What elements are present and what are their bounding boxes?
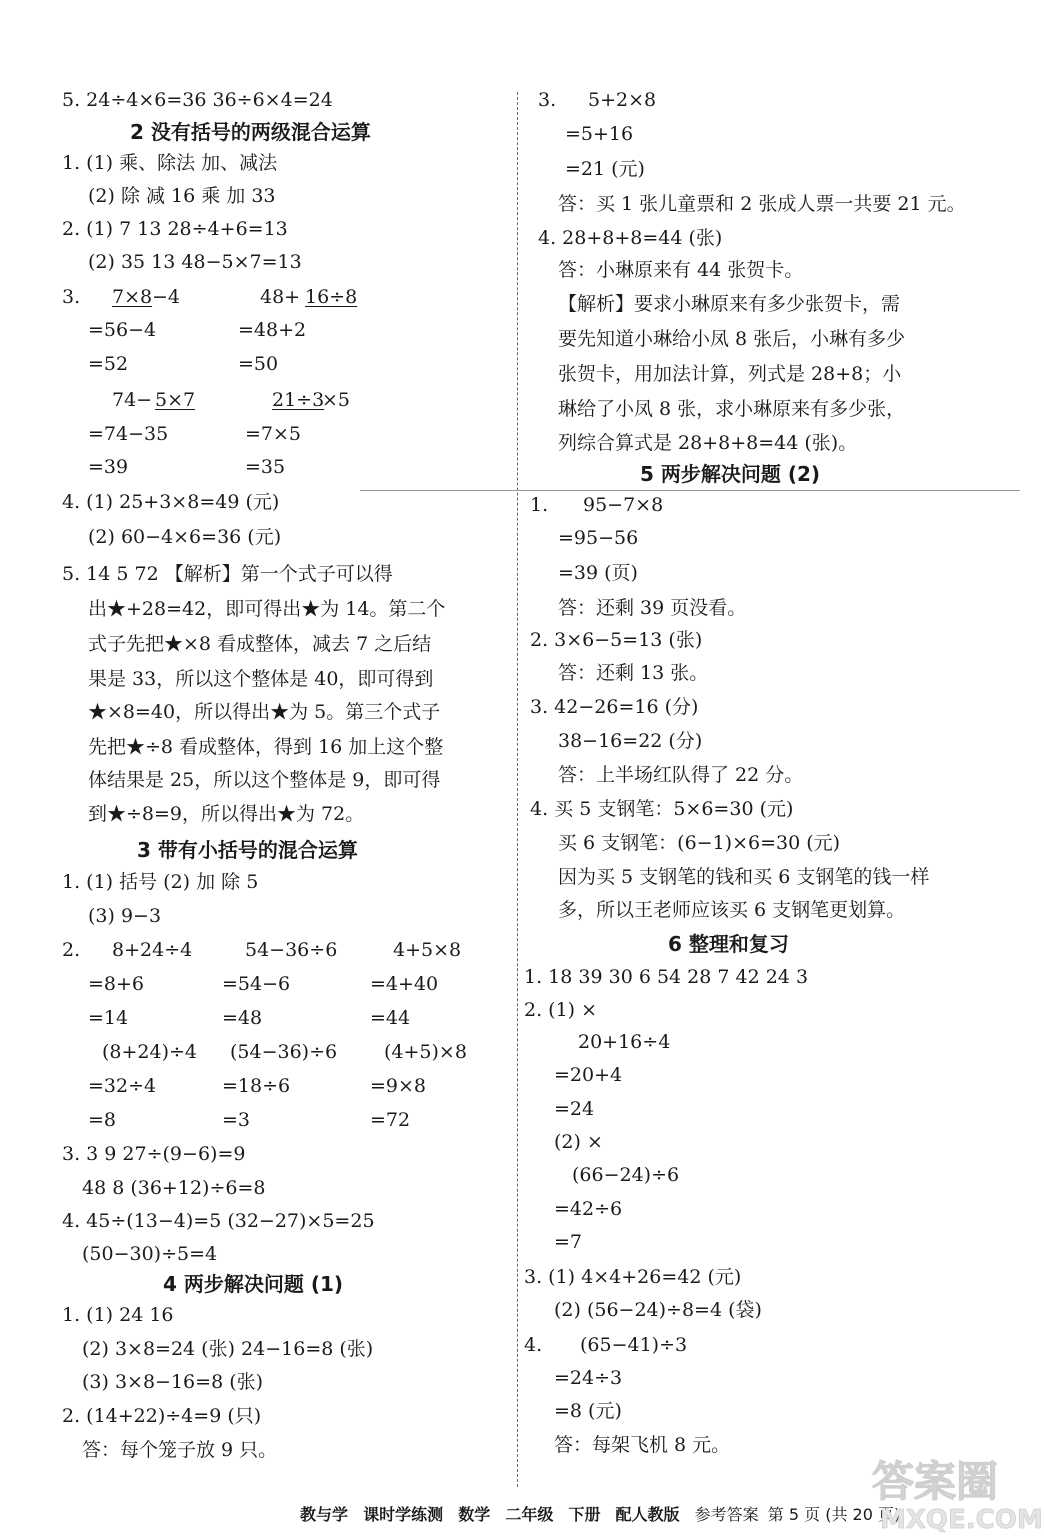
answer-line: =5+16 <box>565 123 634 145</box>
answer-line: 3. <box>62 286 81 308</box>
answer-line: =48 <box>222 1007 263 1029</box>
answer-line: (66−24)÷6 <box>572 1164 680 1186</box>
answer-line: 5×7 <box>155 389 196 411</box>
answer-line: 21÷3 <box>272 389 325 411</box>
answer-line: 3. 42−26=16 (分) <box>530 696 699 718</box>
answer-line: (2) 除 减 16 乘 加 33 <box>88 185 276 207</box>
answer-line: 20+16÷4 <box>578 1031 671 1053</box>
answer-line: 5+2×8 <box>588 89 657 111</box>
footer-edition: 配人教版 <box>615 1505 680 1524</box>
footer-page: 第 5 页 (共 20 页) <box>767 1505 901 1524</box>
answer-line: =72 <box>370 1109 411 1131</box>
answer-line: =14 <box>88 1007 129 1029</box>
answer-line: 先把★÷8 看成整体，得到 16 加上这个整 <box>88 736 444 758</box>
answer-line: 4. (1) 25+3×8=49 (元) <box>62 491 280 513</box>
footer-section: 参考答案 <box>694 1505 759 1524</box>
answer-line: (50−30)÷5=4 <box>82 1243 218 1265</box>
answer-line: 答：每架飞机 8 元。 <box>554 1434 731 1456</box>
answer-line: 答：每个笼子放 9 只。 <box>82 1439 278 1461</box>
answer-line: 48 8 (36+12)÷6=8 <box>82 1177 266 1199</box>
answer-line: 4. 45÷(13−4)=5 (32−27)×5=25 <box>62 1210 375 1232</box>
answer-line: =50 <box>238 353 279 375</box>
answer-line: ×5 <box>322 389 351 411</box>
answer-line: 54−36÷6 <box>245 939 338 961</box>
footer-subject: 数学 <box>458 1505 491 1524</box>
answer-line: 5. 14 5 72 【解析】第一个式子可以得 <box>62 563 393 585</box>
answer-line: =42÷6 <box>554 1198 623 1220</box>
answer-line: −4 <box>152 286 181 308</box>
answer-line: 2. (1) 7 13 28÷4+6=13 <box>62 218 288 240</box>
section-heading: 6 整理和复习 <box>668 932 789 956</box>
answer-line: 2. (14+22)÷4=9 (只) <box>62 1405 262 1427</box>
answer-line: 列综合算式是 28+8+8=44 (张)。 <box>558 432 858 454</box>
answer-line: 4. 28+8+8=44 (张) <box>538 227 723 249</box>
watermark-url: MXQE.COM <box>880 1505 1043 1534</box>
answer-line: 8+24÷4 <box>112 939 193 961</box>
answer-line: (3) 3×8−16=8 (张) <box>82 1371 264 1393</box>
answer-line: =3 <box>222 1109 251 1131</box>
answer-line: 1. (1) 乘、除法 加、减法 <box>62 152 278 174</box>
answer-line: 出★+28=42，即可得出★为 14。第二个 <box>88 598 446 620</box>
answer-line: 16÷8 <box>305 286 358 308</box>
answer-line: 2. <box>62 939 81 961</box>
answer-line: 3. (1) 4×4+26=42 (元) <box>524 1266 742 1288</box>
section-heading: 4 两步解决问题 (1) <box>163 1272 344 1296</box>
footer-volume: 下册 <box>568 1505 601 1524</box>
answer-line: =8+6 <box>88 973 145 995</box>
answer-line: 3. 3 9 27÷(9−6)=9 <box>62 1143 246 1165</box>
answer-line: 体结果是 25，所以这个整体是 9，即可得 <box>88 769 441 791</box>
answer-line: ★×8=40，所以得出★为 5。第三个式子 <box>88 701 441 723</box>
answer-line: 38−16=22 (分) <box>558 730 703 752</box>
answer-line: 答：上半场红队得了 22 分。 <box>558 764 804 786</box>
answer-line: =24÷3 <box>554 1367 623 1389</box>
answer-line: =39 <box>88 456 129 478</box>
answer-line: 2. (1) × <box>524 999 598 1021</box>
column-divider <box>517 92 518 1487</box>
section-heading: 2 没有括号的两级混合运算 <box>130 120 371 144</box>
section-heading: 5 两步解决问题 (2) <box>640 462 821 486</box>
answer-line: 1. <box>530 494 549 516</box>
answer-line: =54−6 <box>222 973 291 995</box>
answer-line: =24 <box>554 1098 595 1120</box>
answer-line: =20+4 <box>554 1064 623 1086</box>
answer-line: =18÷6 <box>222 1075 291 1097</box>
footer-series: 课时学练测 <box>363 1505 444 1524</box>
answer-line: 答：小琳原来有 44 张贺卡。 <box>558 259 804 281</box>
section-heading: 3 带有小括号的混合运算 <box>137 838 358 862</box>
answer-line: =8 <box>88 1109 117 1131</box>
answer-line: =44 <box>370 1007 411 1029</box>
answer-line: 74− <box>112 389 153 411</box>
answer-line: (8+24)÷4 <box>102 1041 198 1063</box>
answer-line: 【解析】要求小琳原来有多少张贺卡，需 <box>558 293 901 315</box>
answer-line: 因为买 5 支钢笔的钱和买 6 支钢笔的钱一样 <box>558 866 930 888</box>
answer-line: 2. 3×6−5=13 (张) <box>530 629 703 651</box>
answer-line: 果是 33，所以这个整体是 40，即可得到 <box>88 668 434 690</box>
answer-line: =52 <box>88 353 129 375</box>
answer-line: 答：还剩 39 页没看。 <box>558 597 747 619</box>
answer-line: =74−35 <box>88 423 169 445</box>
answer-line: 式子先把★×8 看成整体，减去 7 之后结 <box>88 633 432 655</box>
scan-line <box>360 490 1020 491</box>
answer-line: 要先知道小琳给小凤 8 张后，小琳有多少 <box>558 328 906 350</box>
answer-line: =95−56 <box>558 527 639 549</box>
answer-line: (65−41)÷3 <box>580 1334 688 1356</box>
answer-line: (4+5)×8 <box>384 1041 467 1063</box>
answer-line: (2) 60−4×6=36 (元) <box>88 526 282 548</box>
answer-line: 答：还剩 13 张。 <box>558 662 709 684</box>
answer-line: 多，所以王老师应该买 6 支钢笔更划算。 <box>558 899 906 921</box>
answer-line: =7 <box>554 1231 583 1253</box>
answer-line: =35 <box>245 456 286 478</box>
answer-line: 1. (1) 24 16 <box>62 1304 174 1326</box>
answer-line: 4+5×8 <box>393 939 462 961</box>
answer-line: (2) 3×8=24 (张) 24−16=8 (张) <box>82 1338 374 1360</box>
answer-line: 1. 18 39 30 6 54 28 7 42 24 3 <box>524 966 809 988</box>
answer-line: =39 (页) <box>558 562 638 584</box>
answer-line: 7×8 <box>112 286 153 308</box>
answer-line: =8 (元) <box>554 1400 622 1422</box>
answer-line: 买 6 支钢笔：(6−1)×6=30 (元) <box>558 832 841 854</box>
answer-line: =4+40 <box>370 973 439 995</box>
footer-brand: 教与学 <box>300 1505 349 1524</box>
watermark-logo <box>858 1448 1044 1534</box>
answer-line: =48+2 <box>238 319 307 341</box>
answer-line: (3) 9−3 <box>88 905 162 927</box>
answer-line: (54−36)÷6 <box>230 1041 338 1063</box>
answer-line: 到★÷8=9，所以得出★为 72。 <box>88 803 365 825</box>
answer-line: 95−7×8 <box>583 494 664 516</box>
answer-line: =32÷4 <box>88 1075 157 1097</box>
watermark-brand: 答案圈 <box>872 1457 999 1506</box>
answer-line: 答：买 1 张儿童票和 2 张成人票一共要 21 元。 <box>558 193 966 215</box>
answer-line: =21 (元) <box>565 158 645 180</box>
answer-line: (2) 35 13 48−5×7=13 <box>88 251 302 273</box>
answer-line: 琳给了小凤 8 张，求小琳原来有多少张， <box>558 398 906 420</box>
answer-line: 3. <box>538 89 557 111</box>
footer-grade: 二年级 <box>505 1505 554 1524</box>
answer-line: 48+ <box>260 286 301 308</box>
answer-line: 4. <box>524 1334 543 1356</box>
answer-line: 5. 24÷4×6=36 36÷6×4=24 <box>62 89 333 111</box>
page-footer <box>300 1502 904 1525</box>
answer-line: (2) × <box>554 1131 603 1153</box>
answer-line: =56−4 <box>88 319 157 341</box>
answer-line: 4. 买 5 支钢笔：5×6=30 (元) <box>530 798 794 820</box>
answer-line: 1. (1) 括号 (2) 加 除 5 <box>62 871 259 893</box>
answer-line: =9×8 <box>370 1075 427 1097</box>
answer-line: 张贺卡，用加法计算，列式是 28+8；小 <box>558 363 902 385</box>
answer-line: =7×5 <box>245 423 302 445</box>
answer-line: (2) (56−24)÷8=4 (袋) <box>554 1299 762 1321</box>
